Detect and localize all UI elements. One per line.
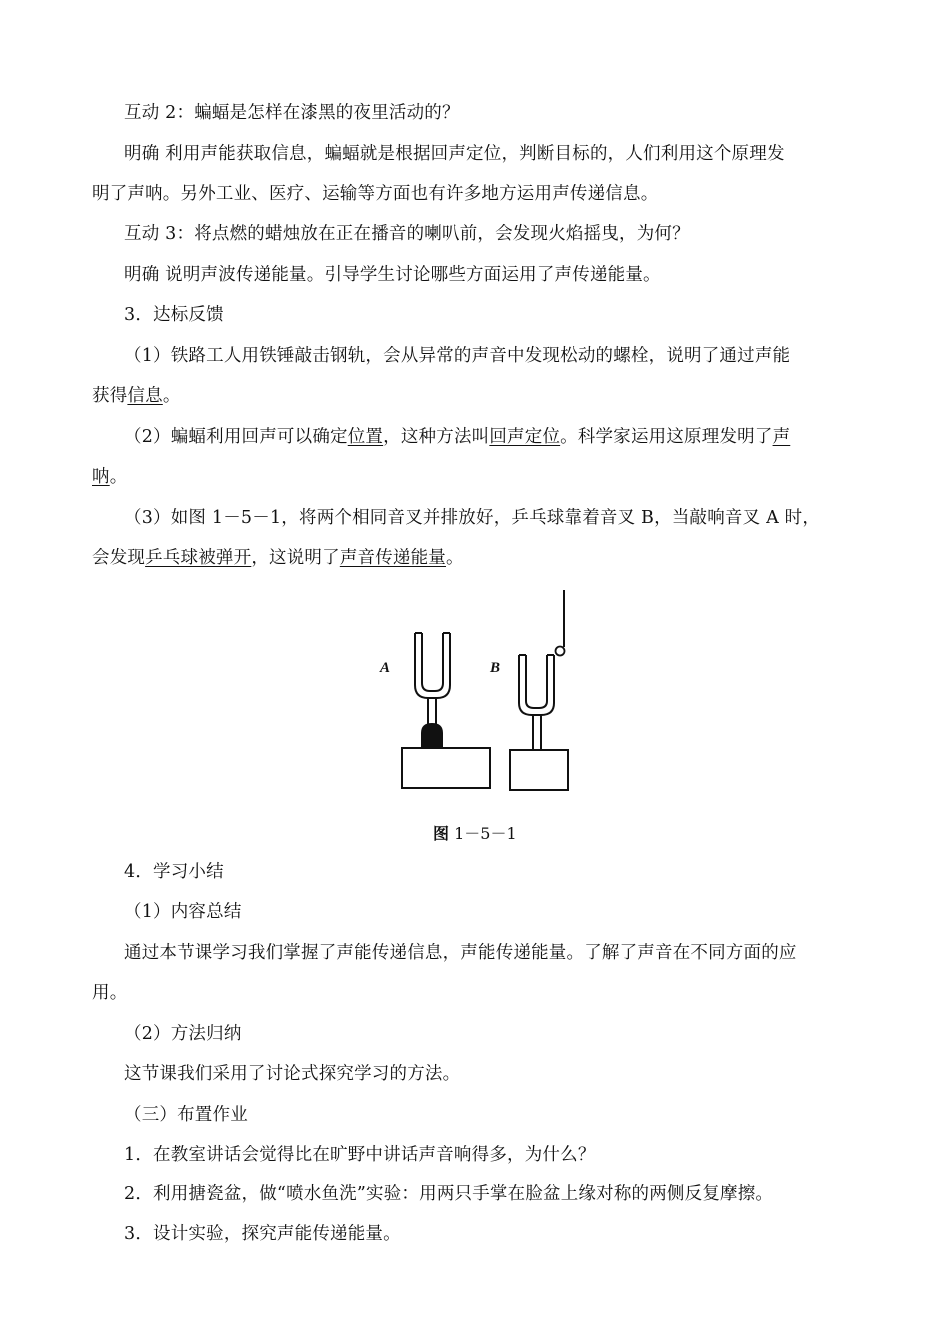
text: 会发现	[92, 548, 146, 568]
text: 获得	[92, 386, 128, 406]
text: 。	[162, 386, 181, 406]
question-1-cont	[92, 384, 862, 408]
label-b: B	[490, 660, 501, 676]
fork-a-rubber-head	[421, 723, 443, 748]
line-interaction-3: 互动 3：将点燃的蜡烛放在正在播音的喇叭前，会发现火焰摇曳，为何？	[124, 224, 690, 244]
question-3: （3）如图 1－5－1，将两个相同音叉并排放好，乒乓球靠着音叉 B，当敲响音叉 A 时，	[124, 508, 821, 528]
fork-a-box	[402, 748, 490, 788]
question-3-cont	[92, 546, 862, 570]
line-answer-2: 明确 说明声波传递能量。引导学生讨论哪些方面运用了声传递能量。	[124, 265, 661, 285]
answer-underlined: 乒乓球被弹开	[145, 548, 252, 568]
answer-underlined: 声	[772, 427, 791, 447]
heading-summary: 4．学习小结	[124, 862, 224, 882]
subheading-method: （2）方法归纳	[124, 1024, 242, 1044]
homework-3: 3．设计实验，探究声能传递能量。	[124, 1224, 401, 1244]
answer-underlined: 声音传递能量	[339, 548, 447, 568]
question-2-cont	[92, 465, 862, 489]
ping-pong-ball	[556, 647, 565, 656]
text: 。	[109, 467, 128, 487]
line-answer-1: 明确 利用声能获取信息，蝙蝠就是根据回声定位，判断目标的，人们利用这个原理发	[124, 144, 785, 164]
figure-caption	[433, 823, 517, 845]
fork-b-prong-inner	[526, 655, 547, 708]
label-a: A	[380, 660, 391, 676]
answer-underlined: 位置	[347, 427, 384, 447]
fork-a-prong-inner	[422, 633, 443, 691]
heading-homework: （三）布置作业	[124, 1105, 248, 1125]
tuning-fork-figure	[360, 585, 600, 800]
fork-b-box	[510, 750, 568, 790]
fork-b-stem	[533, 715, 541, 750]
fork-a-prong-outer	[415, 633, 450, 698]
answer-underlined: 回声定位	[489, 427, 561, 447]
answer-underlined: 信息	[127, 386, 163, 406]
summary-text: 通过本节课学习我们掌握了声能传递信息，声能传递能量。了解了声音在不同方面的应	[124, 943, 797, 963]
line-interaction-2: 互动 2：蝙蝠是怎样在漆黑的夜里活动的？	[124, 103, 460, 123]
text: 。科学家运用这原理发明了	[560, 427, 773, 447]
homework-2: 2．利用搪瓷盆，做“喷水鱼洗”实验：用两只手掌在脸盆上缘对称的两侧反复摩擦。	[124, 1184, 774, 1204]
caption-number: 1－5－1	[454, 824, 517, 843]
text: ，这说明了	[251, 548, 340, 568]
line-answer-1-cont: 明了声呐。另外工业、医疗、运输等方面也有许多地方运用声传递信息。	[92, 184, 659, 204]
text: 。	[446, 548, 464, 568]
text: （2）蝙蝠利用回声可以确定	[124, 427, 348, 447]
subheading-content: （1）内容总结	[124, 902, 242, 922]
homework-1: 1．在教室讲话会觉得比在旷野中讲话声音响得多，为什么？	[124, 1145, 596, 1165]
fork-b-prong-outer	[519, 655, 554, 715]
caption-prefix: 图	[433, 824, 450, 843]
summary-text-cont: 用。	[92, 983, 128, 1003]
method-text: 这节课我们采用了讨论式探究学习的方法。	[124, 1064, 461, 1084]
question-2	[124, 425, 894, 449]
heading-feedback: 3．达标反馈	[124, 305, 224, 325]
text: ，这种方法叫	[383, 427, 490, 447]
question-1: （1）铁路工人用铁锤敲击钢轨，会从异常的声音中发现松动的螺栓，说明了通过声能	[124, 346, 791, 366]
answer-underlined: 呐	[92, 467, 110, 487]
